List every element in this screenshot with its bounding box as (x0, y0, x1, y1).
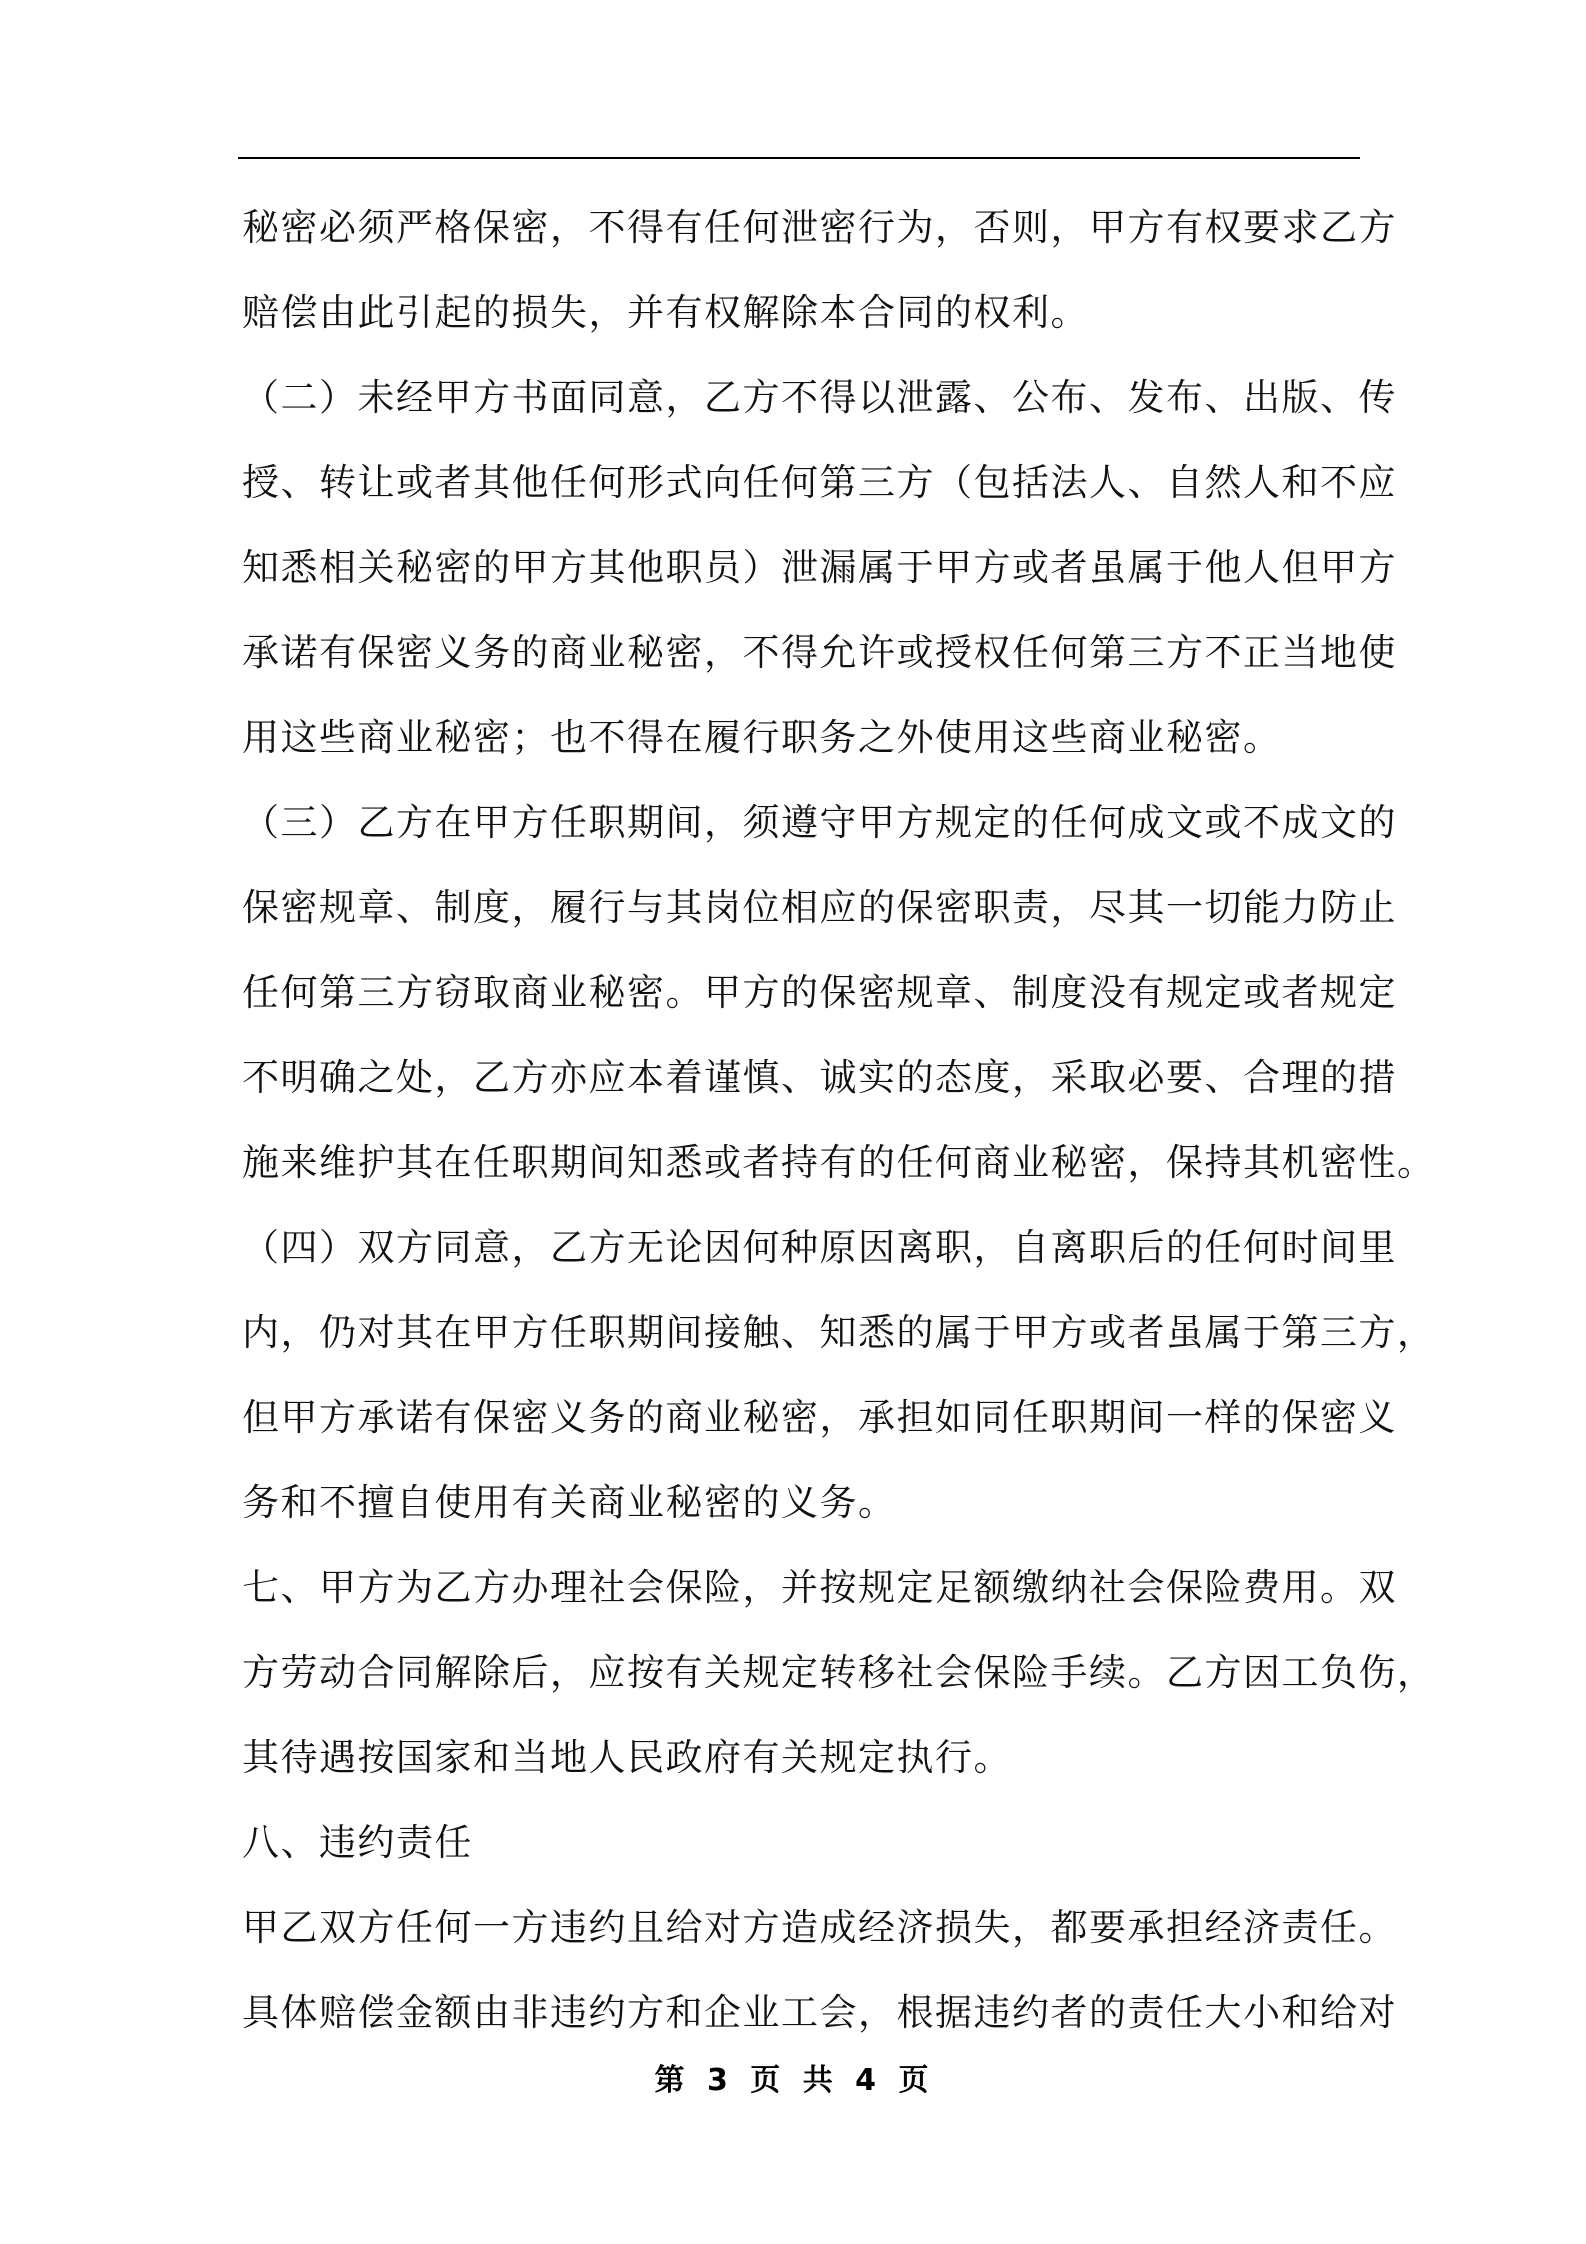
text-line: （四）双方同意，乙方无论因何种原因离职，自离职后的任何时间里 (242, 1226, 1397, 1269)
text-line: 保密规章、制度，履行与其岗位相应的保密职责，尽其一切能力防止 (242, 886, 1397, 929)
header-rule (238, 157, 1360, 159)
text-line: 方劳动合同解除后，应按有关规定转移社会保险手续。乙方因工负伤， (242, 1651, 1436, 1694)
text-line: 承诺有保密义务的商业秘密，不得允许或授权任何第三方不正当地使 (242, 631, 1397, 674)
text-line: 具体赔偿金额由非违约方和企业工会，根据违约者的责任大小和给对 (242, 1991, 1397, 2034)
text-line: 赔偿由此引起的损失，并有权解除本合同的权利。 (242, 291, 1089, 334)
text-line: 秘密必须严格保密，不得有任何泄密行为，否则，甲方有权要求乙方 (242, 206, 1397, 249)
text-line: 七、甲方为乙方办理社会保险，并按规定足额缴纳社会保险费用。双 (242, 1566, 1397, 1609)
text-line: （二）未经甲方书面同意，乙方不得以泄露、公布、发布、出版、传 (242, 376, 1397, 419)
text-line: 用这些商业秘密；也不得在履行职务之外使用这些商业秘密。 (242, 716, 1282, 759)
text-line: （三）乙方在甲方任职期间，须遵守甲方规定的任何成文或不成文的 (242, 801, 1397, 844)
text-line: 但甲方承诺有保密义务的商业秘密，承担如同任职期间一样的保密义 (242, 1396, 1397, 1439)
text-line: 其待遇按国家和当地人民政府有关规定执行。 (242, 1736, 1012, 1779)
section-heading: 八、违约责任 (242, 1821, 473, 1864)
text-line: 知悉相关秘密的甲方其他职员）泄漏属于甲方或者虽属于他人但甲方 (242, 546, 1397, 589)
text-line: 任何第三方窃取商业秘密。甲方的保密规章、制度没有规定或者规定 (242, 971, 1397, 1014)
text-line: 内，仍对其在甲方任职期间接触、知悉的属于甲方或者虽属于第三方， (242, 1311, 1436, 1354)
text-line: 施来维护其在任职期间知悉或者持有的任何商业秘密，保持其机密性。 (242, 1141, 1436, 1184)
text-line: 务和不擅自使用有关商业秘密的义务。 (242, 1481, 897, 1524)
text-line: 授、转让或者其他任何形式向任何第三方（包括法人、自然人和不应 (242, 461, 1397, 504)
document-body (242, 196, 1436, 2066)
text-line: 甲乙双方任何一方违约且给对方造成经济损失，都要承担经济责任。 (242, 1906, 1397, 1949)
text-line: 不明确之处，乙方亦应本着谨慎、诚实的态度，采取必要、合理的措 (242, 1056, 1397, 1099)
page-number: 第 3 页 共 4 页 (654, 2063, 932, 2098)
